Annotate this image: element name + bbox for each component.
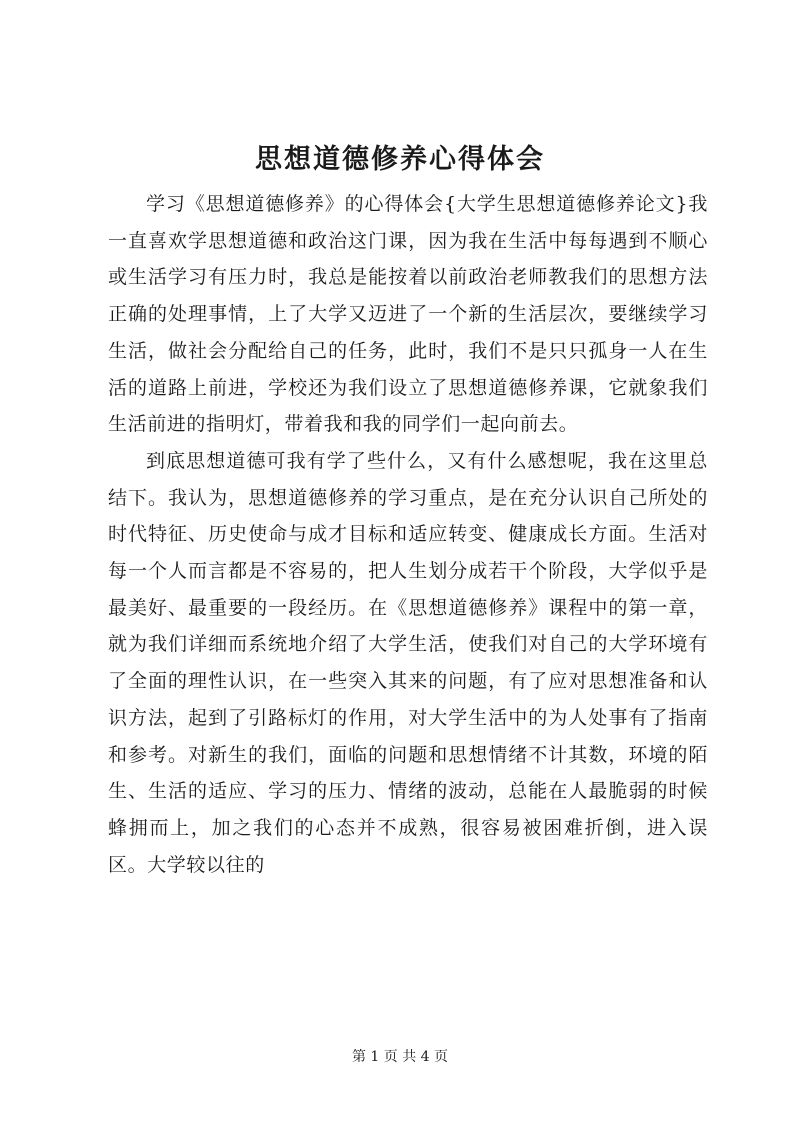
document-title: 思想道德修养心得体会 bbox=[255, 144, 545, 175]
page-footer: 第 1 页 共 4 页 bbox=[351, 1049, 449, 1065]
paragraph: 到底思想道德可我有学了些什么，又有什么感想呢，我在这里总结下。我认为，思想道德修养的学习重点，是在充分认识自己所处的时代特征、历史使命与成才目标和适应转变、健康成长方面。生活对每一个人而言都是不容易的，把人生划分成若干个阶段，大学似乎是最美好、最重要的一段经历。在《思想道德修养》课程中的第一章，就为我们详细而系统地介绍了大学生活，使我们对自己的大学环境有了全面的理性认识，在一些突入其来的问题，有了应对思想准备和认识方法，起到了引路标灯的作用，对大学生活中的为人处事有了指南和参考。对新生的我们，面临的问题和思想情绪不计其数，环境的陌生、生活的适应、学习的压力、情绪的波动，总能在人最脆弱的时候蜂拥而上，加之我们的心态并不成熟，很容易被困难折倒，进入误区。大学较以往的 bbox=[108, 449, 708, 876]
paragraph: 学习《思想道德修养》的心得体会{大学生思想道德修养论文}我一直喜欢学思想道德和政治这门课，因为我在生活中每每遇到不顺心或生活学习有压力时，我总是能按着以前政治老师教我们的思想方法正确的处理事情，上了大学又迈进了一个新的生活层次，要继续学习生活，做社会分配给自己的任务，此时，我们不是只只孤身一人在生活的道路上前进，学校还为我们设立了思想道德修养课，它就象我们生活前进的指明灯，带着我和我的同学们一起向前去。 bbox=[108, 193, 708, 436]
document-body bbox=[108, 186, 708, 883]
